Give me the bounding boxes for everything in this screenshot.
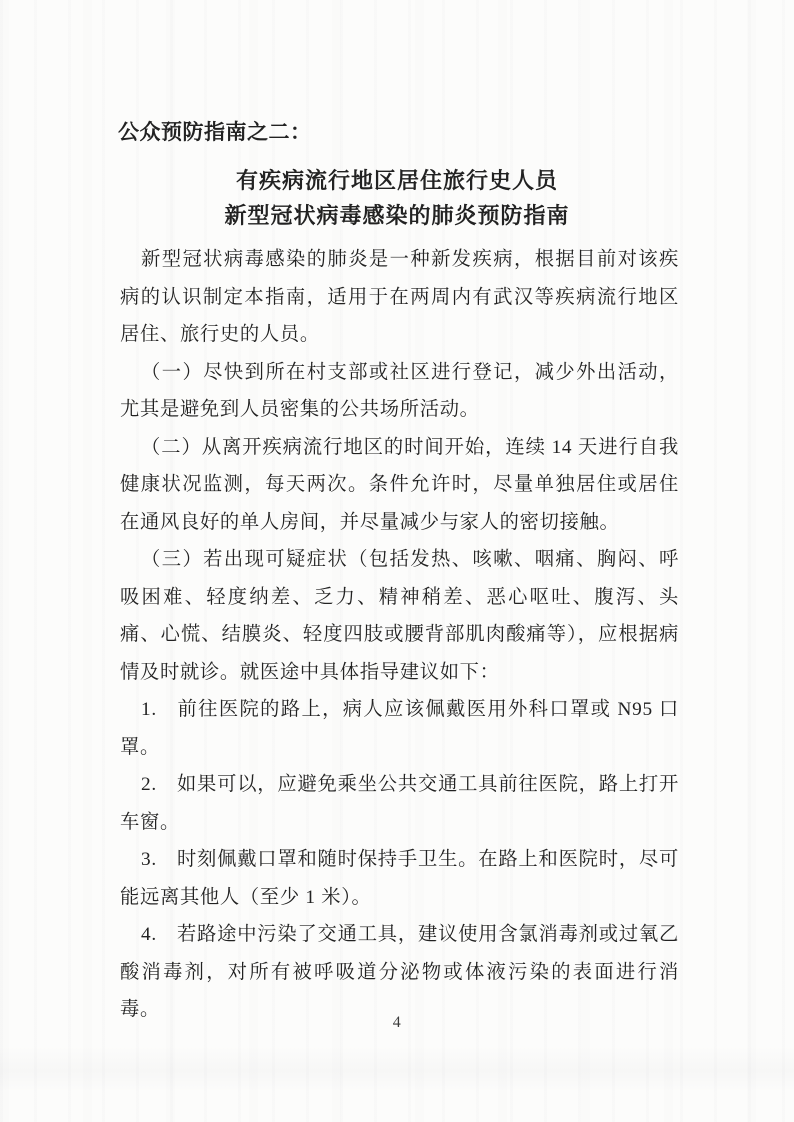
document-body bbox=[120, 241, 679, 1029]
medical-advice-item-3: 3. 时刻佩戴口罩和随时保持手卫生。在路上和医院时，尽可能远离其他人（至少 1 米）。 bbox=[120, 849, 679, 908]
document-title-line-2: 新型冠状病毒感染的肺炎预防指南 bbox=[224, 203, 570, 228]
scan-artifact-band bbox=[0, 1046, 794, 1092]
page-number: 4 bbox=[392, 1014, 402, 1031]
section-kicker: 公众预防指南之二： bbox=[118, 120, 312, 144]
document-title bbox=[0, 163, 794, 233]
medical-advice-item-4: 4. 若路途中污染了交通工具，建议使用含氯消毒剂或过氧乙酸消毒剂，对所有被呼吸道分泌物或体液污染的表面进行消毒。 bbox=[120, 924, 679, 1020]
document-title-line-1: 有疾病流行地区居住旅行史人员 bbox=[235, 168, 558, 193]
guideline-item-1: （一）尽快到所在村支部或社区进行登记，减少外出活动，尤其是避免到人员密集的公共场所活动。 bbox=[120, 361, 679, 420]
intro-paragraph: 新型冠状病毒感染的肺炎是一种新发疾病，根据目前对该疾病的认识制定本指南，适用于在两周内有武汉等疾病流行地区居住、旅行史的人员。 bbox=[120, 249, 679, 345]
medical-advice-item-1: 1. 前往医院的路上，病人应该佩戴医用外科口罩或 N95 口罩。 bbox=[120, 699, 679, 758]
guideline-item-3: （三）若出现可疑症状（包括发热、咳嗽、咽痛、胸闷、呼吸困难、轻度纳差、乏力、精神稍差、恶心呕吐、腹泻、头痛、心慌、结膜炎、轻度四肢或腰背部肌肉酸痛等），应根据病情及时就诊。就医途中具体指导建议如下： bbox=[120, 549, 679, 683]
medical-advice-item-2: 2. 如果可以，应避免乘坐公共交通工具前往医院，路上打开车窗。 bbox=[120, 774, 679, 833]
guideline-item-2: （二）从离开疾病流行地区的时间开始，连续 14 天进行自我健康状况监测，每天两次。条件允许时，尽量单独居住或居住在通风良好的单人房间，并尽量减少与家人的密切接触。 bbox=[120, 436, 679, 533]
